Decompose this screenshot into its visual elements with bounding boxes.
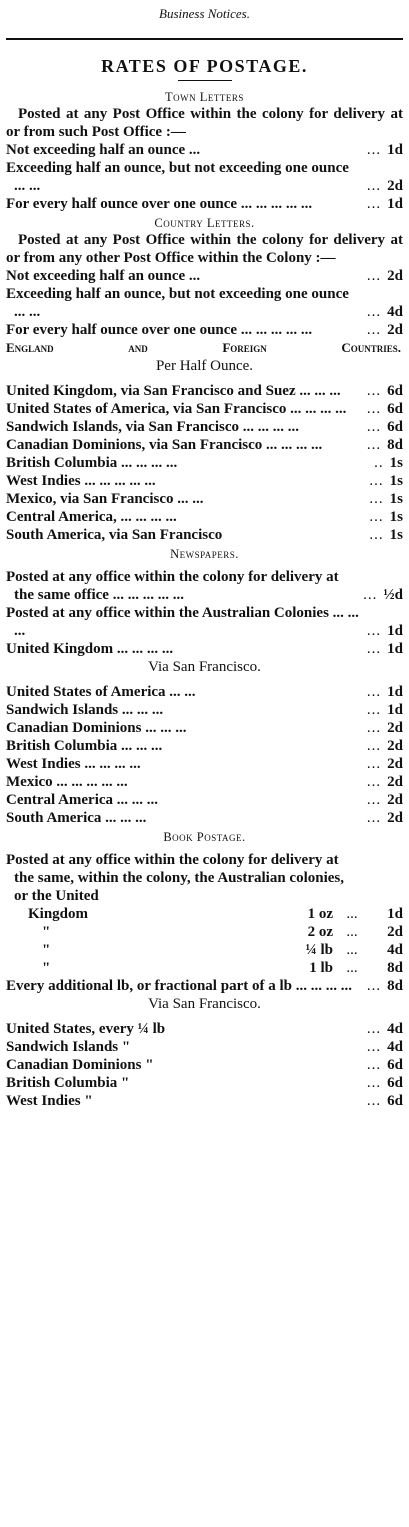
- rate-value: 4d: [387, 1039, 403, 1055]
- rate-entry: [6, 418, 403, 436]
- leader-dots: ...: [366, 792, 382, 808]
- rate-value: 2d: [387, 924, 403, 940]
- rate-value: 4d: [387, 1021, 403, 1037]
- leader-dots: ...: [366, 774, 382, 790]
- leader-dots: ...: [366, 196, 382, 212]
- rate-entry: [6, 568, 403, 604]
- rate-value: 1s: [389, 455, 403, 471]
- town-letters-list: [6, 141, 403, 213]
- rate-value: 1d: [387, 142, 403, 158]
- book-row-weight: 2 oz: [307, 924, 333, 940]
- rate-entry: [6, 977, 403, 995]
- rate-label: West Indies ... ... ... ... ...: [6, 473, 156, 489]
- rate-label: Exceeding half an ounce, but not exceeding one ounce ... ...: [6, 286, 349, 320]
- book-row-weight: 1 oz: [307, 906, 333, 922]
- leader-dots: ...: [366, 142, 382, 158]
- rate-entry: [6, 195, 403, 213]
- rate-label: Canadian Dominions ... ... ...: [6, 720, 187, 736]
- rate-label: Central America, ... ... ... ...: [6, 509, 177, 525]
- rate-label: For every half ounce over one ounce ... ... ... ... ...: [6, 322, 313, 338]
- rate-entry: [6, 267, 403, 285]
- rate-entry: [6, 382, 403, 400]
- foreign-heading-word: Foreign: [222, 340, 267, 355]
- leader-dots: ...: [366, 978, 382, 994]
- rate-value: 1d: [387, 684, 403, 700]
- leader-dots: ...: [366, 1039, 382, 1055]
- leader-dots: ...: [366, 1093, 382, 1109]
- leader-dots: ...: [366, 1057, 382, 1073]
- leader-dots: ...: [366, 623, 382, 639]
- leader-dots: ...: [366, 1075, 382, 1091]
- leader-dots: ...: [366, 401, 382, 417]
- leader-dots: ...: [366, 178, 382, 194]
- leader-dots: ...: [369, 473, 384, 489]
- section-town-letters: Town Letters: [165, 90, 244, 104]
- rate-value: ½d: [383, 587, 403, 603]
- rate-entry: [6, 683, 403, 701]
- rate-value: 8d: [387, 437, 403, 453]
- rate-value: 2d: [387, 720, 403, 736]
- leader-dots: ..: [374, 455, 384, 471]
- rate-value: 8d: [387, 978, 403, 994]
- book-via-list: [6, 1020, 403, 1110]
- rate-entry: [6, 719, 403, 737]
- rate-label: Not exceeding half an ounce ...: [6, 142, 201, 158]
- foreign-heading-word: Countries.: [341, 340, 401, 355]
- rate-value: 1s: [389, 491, 403, 507]
- rate-entry: [6, 1074, 403, 1092]
- rate-value: 2d: [387, 322, 403, 338]
- rate-label: Posted at any office within the colony for delivery at the same office ... ... ... ... ...: [6, 569, 339, 603]
- book-row-label: ": [42, 924, 51, 940]
- title-rule: [178, 80, 232, 81]
- rate-entry: [6, 400, 403, 418]
- foreign-heading-word: England: [6, 340, 54, 355]
- rate-label: Exceeding half an ounce, but not exceeding one ounce ... ...: [6, 160, 349, 194]
- rate-label: United Kingdom ... ... ... ...: [6, 641, 174, 657]
- rate-entry: [6, 737, 403, 755]
- rate-label: Posted at any office within the Australian Colonies ... ... ...: [6, 605, 359, 639]
- leader-dots: ...: [363, 587, 378, 603]
- country-letters-intro: Posted at any Post Office within the colony for delivery at or from any other Post Office within the Colony :—: [6, 232, 403, 266]
- rate-label: Sandwich Islands, via San Francisco ... ... ... ...: [6, 419, 299, 435]
- rate-value: 6d: [387, 383, 403, 399]
- rate-label: Not exceeding half an ounce ...: [6, 268, 201, 284]
- rate-entry: [6, 285, 403, 321]
- running-head: Business Notices.: [159, 6, 250, 21]
- book-weight-row: [6, 923, 403, 941]
- leader-dots: ...: [346, 942, 358, 958]
- country-letters-list: [6, 267, 403, 339]
- leader-dots: ...: [346, 906, 358, 922]
- rate-entry: [6, 454, 403, 472]
- rate-entry: [6, 321, 403, 339]
- leader-dots: ...: [369, 491, 384, 507]
- section-foreign-countries: [6, 339, 403, 357]
- leader-dots: ...: [346, 924, 358, 940]
- book-weight-row: [6, 959, 403, 977]
- rate-value: 1d: [387, 623, 403, 639]
- book-weight-table: [6, 905, 403, 977]
- rate-value: 2d: [387, 756, 403, 772]
- rate-label: South America, via San Francisco: [6, 527, 223, 543]
- leader-dots: ...: [366, 684, 382, 700]
- rate-label: West Indies ": [6, 1093, 93, 1109]
- rate-entry: [6, 755, 403, 773]
- rate-label: Every additional lb, or fractional part of a lb ... ... ... ...: [6, 978, 352, 994]
- rate-label: United States of America, via San Francisco ... ... ... ...: [6, 401, 347, 417]
- rate-entry: [6, 508, 403, 526]
- book-row-label: ": [42, 942, 51, 958]
- rate-value: 1d: [387, 702, 403, 718]
- town-letters-intro: Posted at any Post Office within the colony for delivery at or from such Post Office :—: [6, 106, 403, 140]
- leader-dots: ...: [366, 419, 382, 435]
- book-row-label: ": [42, 960, 51, 976]
- rate-label: United Kingdom, via San Francisco and Suez ... ... ...: [6, 383, 341, 399]
- leader-dots: ...: [366, 304, 382, 320]
- rate-label: Canadian Dominions ": [6, 1057, 154, 1073]
- foreign-heading-word: and: [128, 340, 148, 355]
- rate-label: British Columbia ": [6, 1075, 130, 1091]
- rate-label: Mexico, via San Francisco ... ...: [6, 491, 204, 507]
- rate-value: 4d: [387, 304, 403, 320]
- rate-entry: [6, 1038, 403, 1056]
- rate-value: 1s: [389, 473, 403, 489]
- rate-label: For every half ounce over one ounce ... ... ... ... ...: [6, 196, 313, 212]
- rate-entry: [6, 159, 403, 195]
- rate-value: 2d: [387, 738, 403, 754]
- rate-label: Mexico ... ... ... ... ...: [6, 774, 128, 790]
- leader-dots: ...: [366, 322, 382, 338]
- book-row-weight: 1 lb: [309, 960, 333, 976]
- rate-label: West Indies ... ... ... ...: [6, 756, 141, 772]
- rate-value: 2d: [387, 792, 403, 808]
- leader-dots: ...: [366, 1021, 382, 1037]
- leader-dots: ...: [366, 756, 382, 772]
- rate-entry: [6, 472, 403, 490]
- header-rule: [6, 38, 403, 40]
- rate-entry: [6, 791, 403, 809]
- rate-entry: [6, 1092, 403, 1110]
- newspaper-via-list: [6, 683, 403, 827]
- rate-label: Central America ... ... ...: [6, 792, 159, 808]
- newspaper-rates-list: [6, 568, 403, 658]
- section-country-letters: Country Letters.: [154, 216, 255, 230]
- postage-rates-page: [0, 6, 409, 1527]
- leader-dots: ...: [366, 383, 382, 399]
- section-book-postage: Book Postage.: [163, 830, 246, 844]
- rate-entry: [6, 1020, 403, 1038]
- rate-entry: [6, 526, 403, 544]
- rate-label: British Columbia ... ... ...: [6, 738, 163, 754]
- leader-dots: ...: [366, 268, 382, 284]
- leader-dots: ...: [369, 509, 384, 525]
- rate-value: 6d: [387, 1057, 403, 1073]
- rate-label: British Columbia ... ... ... ...: [6, 455, 178, 471]
- rate-value: 2d: [387, 268, 403, 284]
- rate-value: 2d: [387, 178, 403, 194]
- rate-entry: [6, 773, 403, 791]
- rate-value: 1d: [387, 641, 403, 657]
- rate-entry: [6, 604, 403, 640]
- rate-value: 4d: [387, 942, 403, 958]
- book-weight-row: [6, 905, 403, 923]
- rate-label: Canadian Dominions, via San Francisco ... ... ... ...: [6, 437, 323, 453]
- rate-entry: [6, 436, 403, 454]
- rate-entry: [6, 701, 403, 719]
- page-title: RATES OF POSTAGE.: [101, 56, 308, 76]
- rate-entry: [6, 141, 403, 159]
- rate-value: 6d: [387, 401, 403, 417]
- leader-dots: ...: [346, 960, 358, 976]
- leader-dots: ...: [366, 702, 382, 718]
- rate-value: 6d: [387, 419, 403, 435]
- book-postage-intro: [6, 851, 403, 905]
- rate-entry: [6, 490, 403, 508]
- rate-value: 1d: [387, 196, 403, 212]
- rate-value: 2d: [387, 810, 403, 826]
- leader-dots: ...: [366, 641, 382, 657]
- rate-label: South America ... ... ...: [6, 810, 147, 826]
- rate-value: 8d: [387, 960, 403, 976]
- leader-dots: ...: [366, 738, 382, 754]
- rate-entry: [6, 1056, 403, 1074]
- rate-value: 6d: [387, 1075, 403, 1091]
- rate-entry: [6, 640, 403, 658]
- book-intro-text: Posted at any office within the colony for delivery at the same, within the colony, the Australian colonies, or the United: [6, 852, 345, 904]
- book-additional: [6, 977, 403, 995]
- section-newspapers: Newspapers.: [170, 547, 239, 561]
- rate-label: United States of America ... ...: [6, 684, 196, 700]
- rate-value: 1s: [389, 527, 403, 543]
- rate-label: Sandwich Islands ... ... ...: [6, 702, 164, 718]
- newspapers-via-heading: Via San Francisco.: [148, 659, 261, 675]
- rate-entry: [6, 809, 403, 827]
- rate-value: 6d: [387, 1093, 403, 1109]
- leader-dots: ...: [366, 810, 382, 826]
- book-via-heading: Via San Francisco.: [148, 996, 261, 1012]
- rate-value: 2d: [387, 774, 403, 790]
- rate-value: 1d: [387, 906, 403, 922]
- book-row-label: Kingdom: [28, 906, 89, 922]
- foreign-rates-list: [6, 382, 403, 544]
- foreign-subheading: Per Half Ounce.: [155, 358, 254, 374]
- rate-label: United States, every ¼ lb: [6, 1021, 166, 1037]
- book-row-weight: ¼ lb: [305, 942, 333, 958]
- leader-dots: ...: [369, 527, 384, 543]
- leader-dots: ...: [366, 720, 382, 736]
- book-weight-row: [6, 941, 403, 959]
- leader-dots: ...: [366, 437, 382, 453]
- rate-value: 1s: [389, 509, 403, 525]
- rate-label: Sandwich Islands ": [6, 1039, 131, 1055]
